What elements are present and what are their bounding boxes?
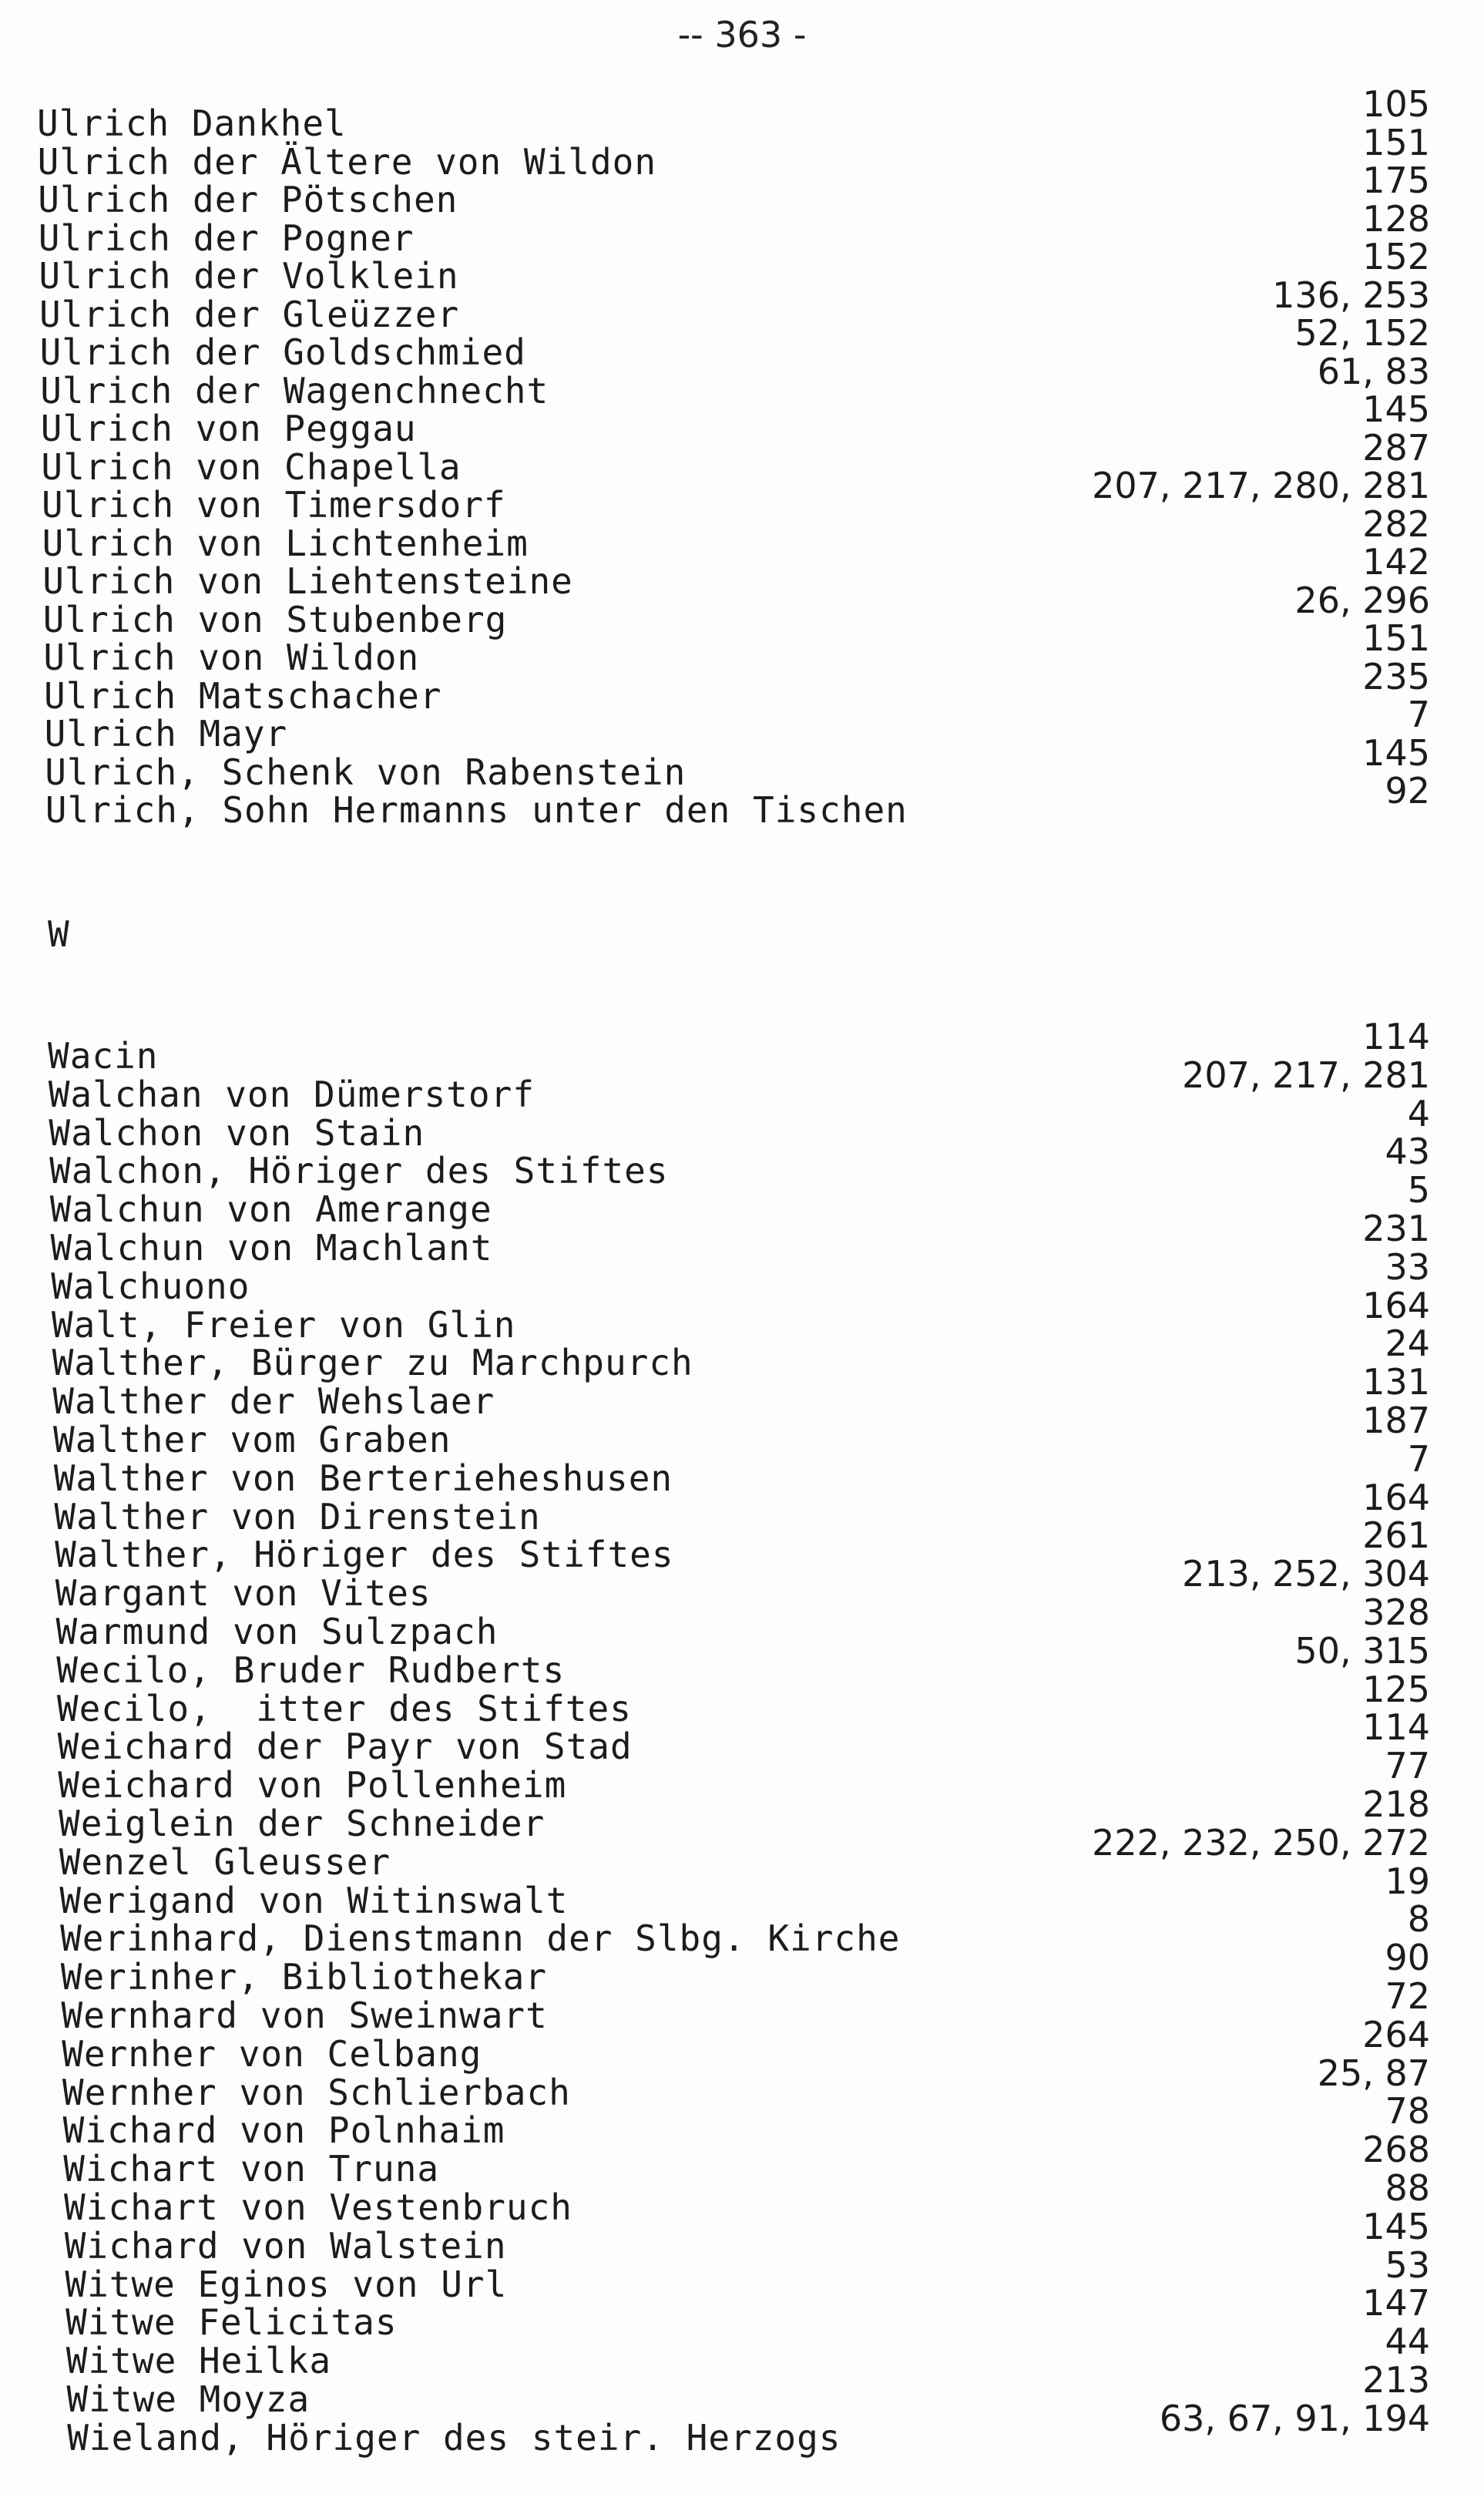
entry-pages: 142 (1362, 541, 1430, 583)
entry-pages: 218 (1362, 1783, 1430, 1825)
entry-name: Werinhard, Dienstmann der Slbg. Kirche (60, 1918, 901, 1960)
entry-pages: 72 (1385, 1975, 1430, 2017)
entry-pages: 90 (1385, 1937, 1430, 1979)
entry-name: Ulrich von Chapella (41, 445, 462, 488)
entry-pages: 33 (1385, 1245, 1430, 1288)
entry-name: Ulrich der Ältere von Wildon (37, 140, 657, 183)
entry-pages: 136, 253 (1272, 274, 1430, 316)
section-letter-w: W (48, 913, 69, 955)
entry-pages: 5 (1407, 1169, 1430, 1212)
entry-name: Weichard der Payr von Stad (57, 1726, 633, 1768)
entry-pages: 145 (1362, 731, 1430, 774)
entry-pages: 207, 217, 281 (1182, 1054, 1430, 1096)
entry-pages: 7 (1407, 694, 1430, 735)
entry-pages: 24 (1385, 1323, 1430, 1365)
entry-name: Ulrich von Wildon (43, 637, 420, 678)
entry-name: Ulrich der Gleüzzer (39, 293, 460, 335)
entry-pages: 187 (1362, 1400, 1430, 1441)
entry-pages: 78 (1385, 2090, 1430, 2133)
entry-pages: 43 (1385, 1131, 1430, 1173)
entry-name: Ulrich von Timersdorf (42, 484, 506, 526)
entry-name: Wieland, Höriger des steir. Herzogs (67, 2416, 841, 2459)
entry-name: Walchun von Amerange (49, 1188, 492, 1231)
entry-pages: 151 (1362, 121, 1430, 163)
entry-pages: 175 (1362, 160, 1430, 201)
entry-name: Walt, Freier von Glin (51, 1303, 516, 1346)
entry-name: Walther von Berterieheshusen (53, 1457, 673, 1499)
entry-pages: 26, 296 (1294, 579, 1430, 621)
entry-name: Ulrich von Liehtensteine (42, 560, 573, 602)
entry-pages: 61, 83 (1317, 350, 1430, 392)
entry-name: Witwe Heilka (65, 2340, 332, 2382)
entry-name: Wichard von Polnhaim (62, 2109, 505, 2152)
entry-pages: 125 (1362, 1668, 1430, 1710)
entry-name: Ulrich der Wagenchnecht (40, 369, 549, 412)
entry-name: Ulrich der Pogner (38, 217, 415, 259)
entry-pages: 25, 87 (1317, 2052, 1430, 2094)
entry-name: Walther vom Graben (53, 1419, 452, 1460)
entry-name: Wichart von Truna (63, 2148, 440, 2190)
entry-pages: 222, 232, 250, 272 (1092, 1821, 1430, 1864)
entry-name: Walchun von Machlant (50, 1227, 493, 1269)
entry-pages: 328 (1362, 1592, 1430, 1633)
entry-name: Werigand von Witinswalt (59, 1879, 569, 1921)
entry-pages: 145 (1362, 2205, 1430, 2247)
entry-pages: 235 (1362, 655, 1430, 697)
entry-name: Walchon, Höriger des Stiftes (49, 1150, 669, 1192)
page-number: -- 363 - (677, 14, 807, 55)
entry-pages: 213 (1362, 2359, 1430, 2401)
entry-name: Walchon von Stain (49, 1111, 425, 1154)
entry-name: Walther, Bürger zu Marchpurch (52, 1342, 693, 1384)
entry-pages: 231 (1362, 1208, 1430, 1249)
entry-pages: 145 (1362, 388, 1430, 430)
entry-name: Ulrich der Goldschmied (39, 331, 526, 373)
entry-pages: 114 (1362, 1016, 1430, 1057)
entry-pages: 261 (1362, 1514, 1430, 1557)
entry-pages: 268 (1362, 2129, 1430, 2171)
entry-pages: 114 (1362, 1706, 1430, 1749)
entry-pages: 264 (1362, 2013, 1430, 2055)
entry-pages: 8 (1407, 1898, 1430, 1941)
entry-name: Ulrich der Volklein (39, 255, 459, 297)
entry-pages: 77 (1385, 1745, 1430, 1787)
entry-pages: 164 (1362, 1284, 1430, 1326)
entry-name: Wernher von Celbang (62, 2032, 482, 2075)
entry-name: Ulrich von Stubenberg (42, 598, 508, 640)
entry-pages: 164 (1362, 1476, 1430, 1518)
entry-name: Wernher von Schlierbach (62, 2071, 571, 2113)
entry-pages: 7 (1407, 1437, 1430, 1480)
entry-name: Witwe Eginos von Url (65, 2263, 508, 2305)
entry-name: Ulrich Mayr (44, 713, 288, 755)
entry-name: Wichard von Walstein (64, 2224, 507, 2267)
entry-name: Wacin (48, 1035, 159, 1077)
entry-name: Witwe Moyza (66, 2378, 311, 2420)
entry-name: Weiglein der Schneider (59, 1803, 546, 1844)
entry-pages: 128 (1362, 197, 1430, 240)
entry-pages: 105 (1362, 83, 1430, 125)
entry-name: Ulrich Dankhel (37, 103, 347, 144)
entry-pages: 213, 252, 304 (1182, 1553, 1430, 1595)
entry-pages: 207, 217, 280, 281 (1092, 465, 1430, 506)
entry-name: Ulrich von Peggau (40, 408, 417, 449)
entry-name: Warmund von Sulzpach (55, 1611, 499, 1652)
entry-name: Ulrich der Pötschen (38, 179, 458, 220)
entry-name: Walchan von Dümerstorf (48, 1073, 535, 1115)
entry-name: Walther von Direnstein (54, 1495, 541, 1538)
entry-pages: 152 (1362, 236, 1430, 277)
entry-name: Witwe Felicitas (65, 2301, 398, 2344)
entry-pages: 88 (1385, 2167, 1430, 2209)
entry-name: Walther der Wehslaer (52, 1380, 495, 1423)
entry-pages: 50, 315 (1294, 1629, 1430, 1672)
entry-name: Ulrich von Lichtenheim (42, 522, 529, 564)
entry-pages: 131 (1362, 1361, 1430, 1403)
entry-name: Ulrich Matschacher (44, 674, 442, 717)
entry-pages: 4 (1407, 1092, 1430, 1134)
entry-name: Wenzel Gleusser (59, 1840, 391, 1883)
entry-pages: 147 (1362, 2282, 1430, 2324)
entry-pages: 53 (1385, 2244, 1430, 2286)
entry-pages: 287 (1362, 426, 1430, 469)
entry-pages: 151 (1362, 617, 1430, 659)
entry-name: Ulrich, Schenk von Rabenstein (45, 751, 687, 793)
entry-name: Wargant von Vites (55, 1572, 431, 1615)
entry-name: Wecilo, itter des Stiftes (56, 1687, 632, 1729)
entry-pages: 63, 67, 91, 194 (1159, 2397, 1430, 2439)
entry-name: Werinher, Bibliothekar (60, 1956, 548, 1998)
entry-name: Walther, Höriger des Stiftes (55, 1534, 674, 1576)
entry-name: Walchuono (51, 1265, 250, 1307)
entry-name: Wecilo, Bruder Rudberts (56, 1649, 566, 1691)
entry-name: Wichart von Vestenbruch (64, 2186, 572, 2228)
entry-pages: 19 (1385, 1860, 1430, 1902)
entry-pages: 52, 152 (1294, 312, 1430, 354)
entry-name: Weichard von Pollenheim (58, 1764, 567, 1807)
entry-pages: 92 (1385, 770, 1430, 812)
entry-name: Wernhard von Sweinwart (61, 1995, 548, 2036)
entry-pages: 44 (1385, 2321, 1430, 2363)
entry-name: Ulrich, Sohn Hermanns unter den Tischen (45, 789, 908, 831)
entry-pages: 282 (1362, 502, 1430, 545)
